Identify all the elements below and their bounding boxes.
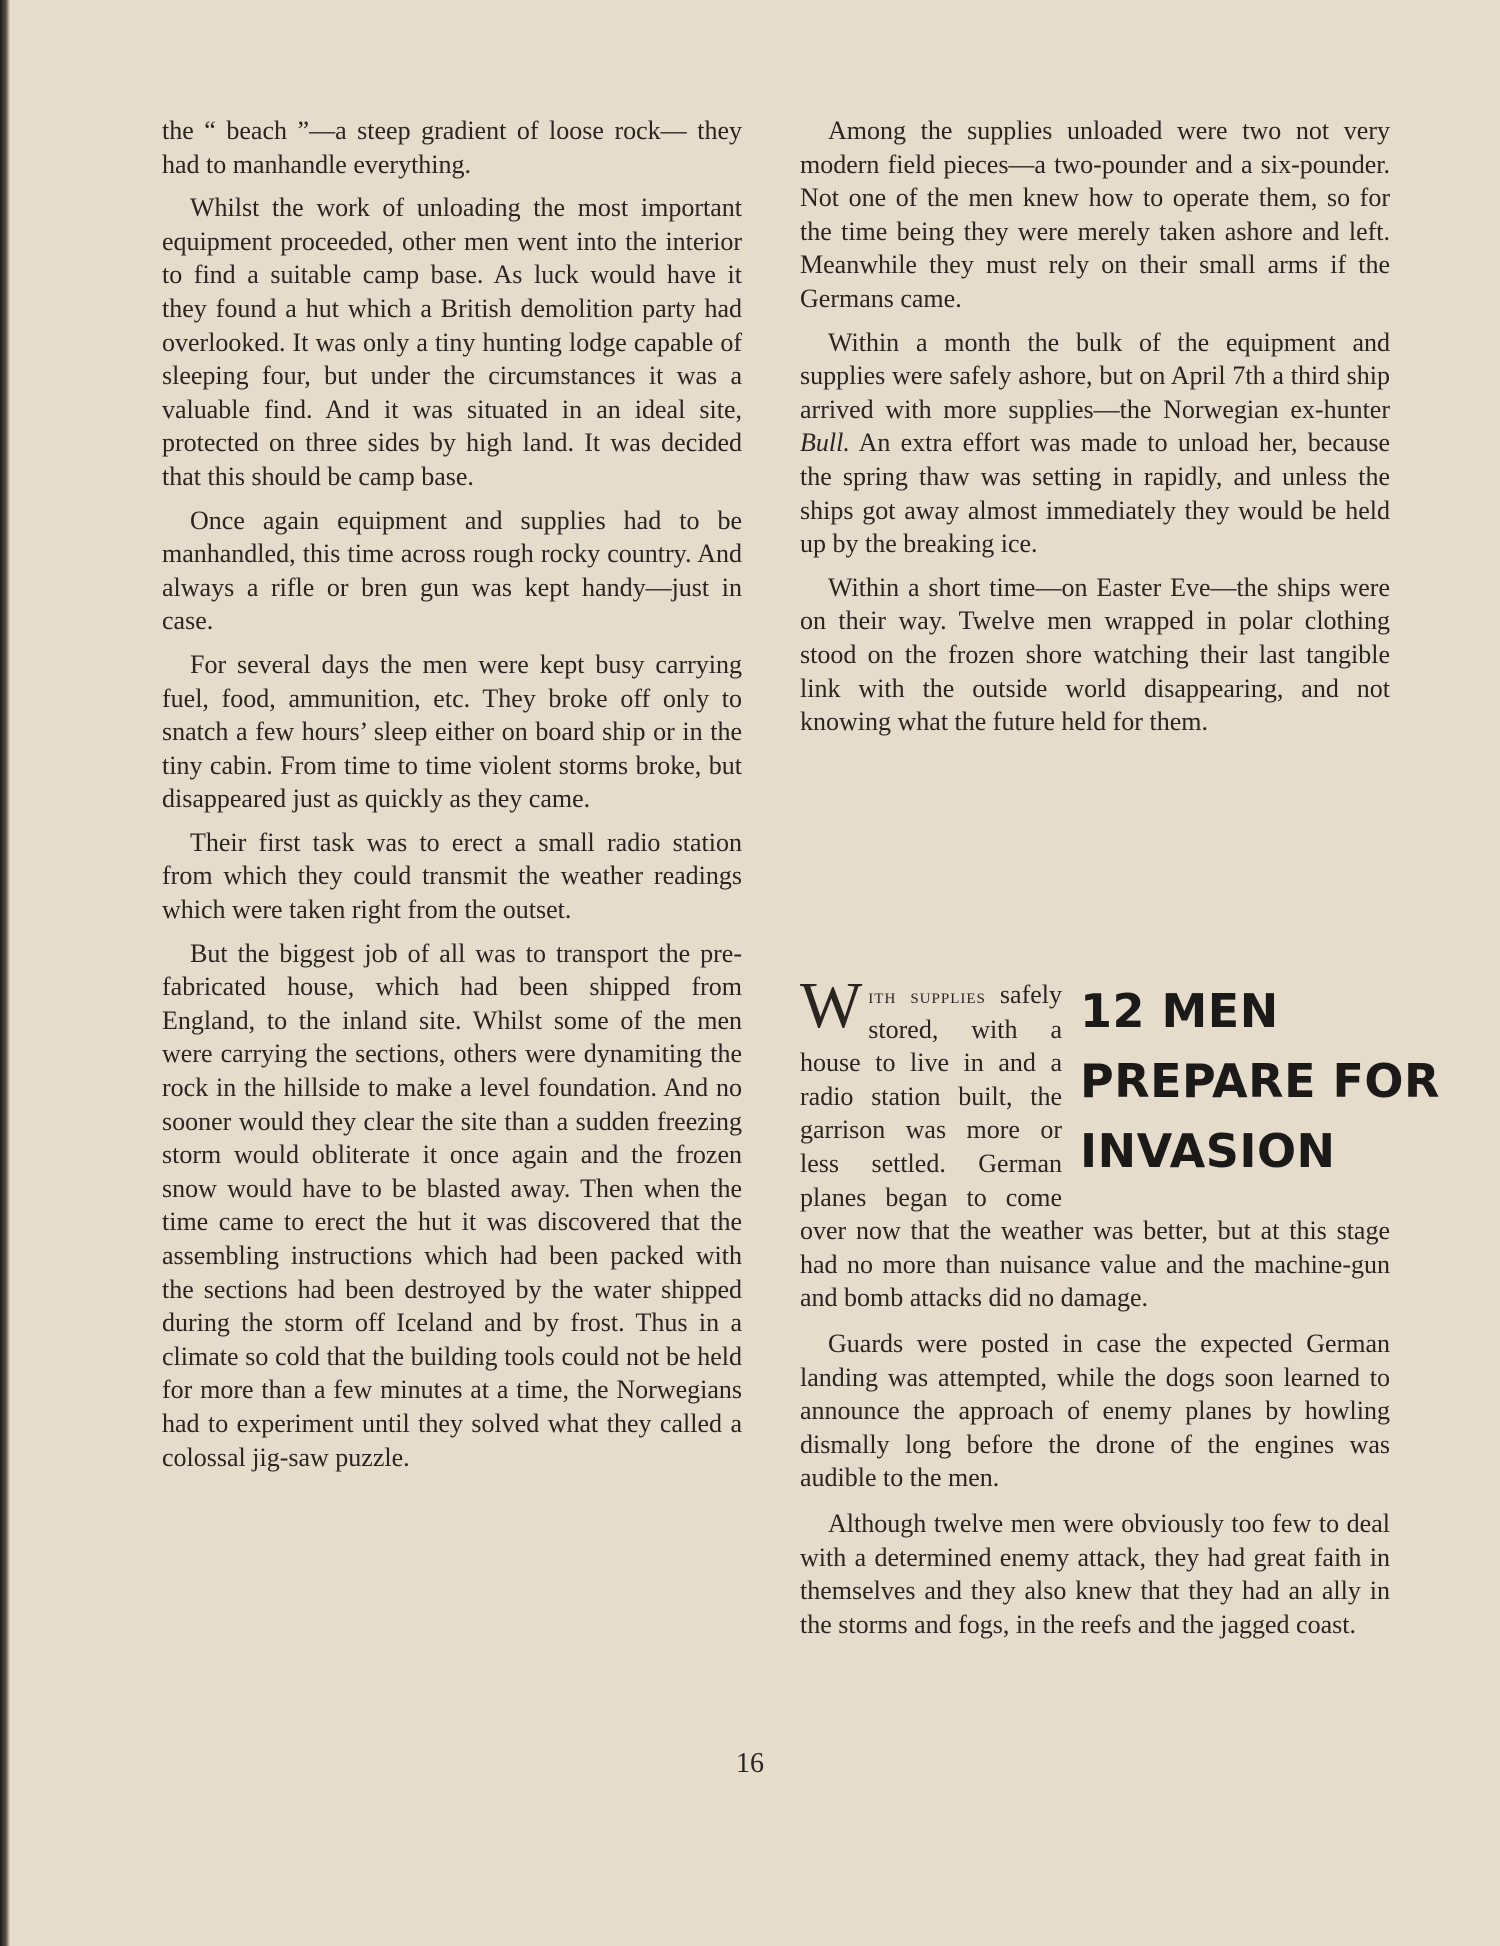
paragraph: For several days the men were kept busy carrying fuel, food, ammunition, etc. They broke off only to snatch a few hours’ sleep either on board ship or in the tiny cabin. From time to time violent storms broke, but disappeared just as quickly as they came. [162,649,742,814]
paragraph: But the biggest job of all was to transport the pre-fabricated house, which had been shipped from England, to the inland site. Whilst some of the men were carrying the sections, others were dynamiting the rock in the hillside to make a level foundation. And no sooner would they clear the site than a sudden freezing storm would obliterate it once again and the frozen snow would have to be blasted away. Then when the time came to erect the hut it was discovered that the assembling instructions which had been packed with the sections had been destroyed by the water shipped during the storm off Iceland and by frost. Thus in a climate so cold that the building tools could not be held for more than a few minutes at a time, the Norwegians had to experiment until they solved what they called a colossal jig-saw puzzle. [162,938,742,1472]
left-column [162,114,742,1484]
text-run: Within a month the bulk of the equipment and supplies were safely ashore, but on April 7th a third ship arrived with more supplies—the Norwegian ex-hunter [800,327,1390,424]
paragraph: Among the supplies unloaded were two not very modern field pieces—a two-pounder and a six-pounder. Not one of the men knew how to operate them, so for the time being they were merely taken ashore and left. Meanwhile they must rely on their small arms if the Germans came. [800,116,1390,313]
ship-name: Bull. [800,428,850,458]
invasion-section [800,969,1440,1653]
section-headline [1080,976,1440,1186]
text-run: An extra effort was made to unload her, because the spring thaw was setting in rapidly, and unless the ships got away almost immediately they would be held up by the breaking ice. [800,428,1390,559]
page-number: 16 [736,1748,764,1779]
paragraph: Their first task was to erect a small radio station from which they could transmit the weather readings which were taken right from the outset. [162,827,742,925]
paragraph: Within a short time—on Easter Eve—the ships were on their way. Twelve men wrapped in polar clothing stood on the frozen shore watching their last tangible link with the outside world disappearing, and not knowing what the future held for them. [800,572,1390,737]
paragraph: Guards were posted in case the expected German landing was attempted, while the dogs soon learned to announce the approach of enemy planes by howling dismally long before the drone of the engines was audible to the men. [800,1328,1390,1493]
text-run: safely stored, with a house to live in and a radio station built, the garrison was more or less settled. German planes began to come over now that the weather was better, but at this stage had no more than nuisance value and the machine-gun and bomb attacks did no damage. [800,980,1390,1313]
page-edge-shadow [0,0,10,1946]
paragraph: Although twelve men were obviously too few to deal with a determined enemy attack, they had great faith in themselves and they also knew that they had an ally in the storms and fogs, in the reefs and the jagged coast. [800,1508,1390,1639]
headline-line: INVASION [1080,1124,1336,1178]
headline-line: 12 MEN [1080,984,1279,1038]
paragraph: the “ beach ”—a steep gradient of loose rock— they had to manhandle everything. [162,116,742,179]
paragraph: Whilst the work of unloading the most important equipment proceeded, other men went into the interior to find a suitable camp base. As luck would have it they found a hut which a British demolition party had overlooked. It was only a tiny hunting lodge capable of sleeping four, but under the circumstances it was a valuable find. And it was situated in an ideal site, protected on three sides by high land. It was decided that this should be camp base. [162,193,742,491]
drop-cap: W [800,969,863,1042]
paragraph [800,326,1390,561]
right-column [800,114,1390,749]
paragraph: Once again equipment and supplies had to be manhandled, this time across rough rocky country. And always a rifle or bren gun was kept handy—just in case. [162,505,742,636]
lead-smallcaps: ith supplies [868,983,986,1008]
headline-line: PREPARE FOR [1080,1054,1440,1108]
